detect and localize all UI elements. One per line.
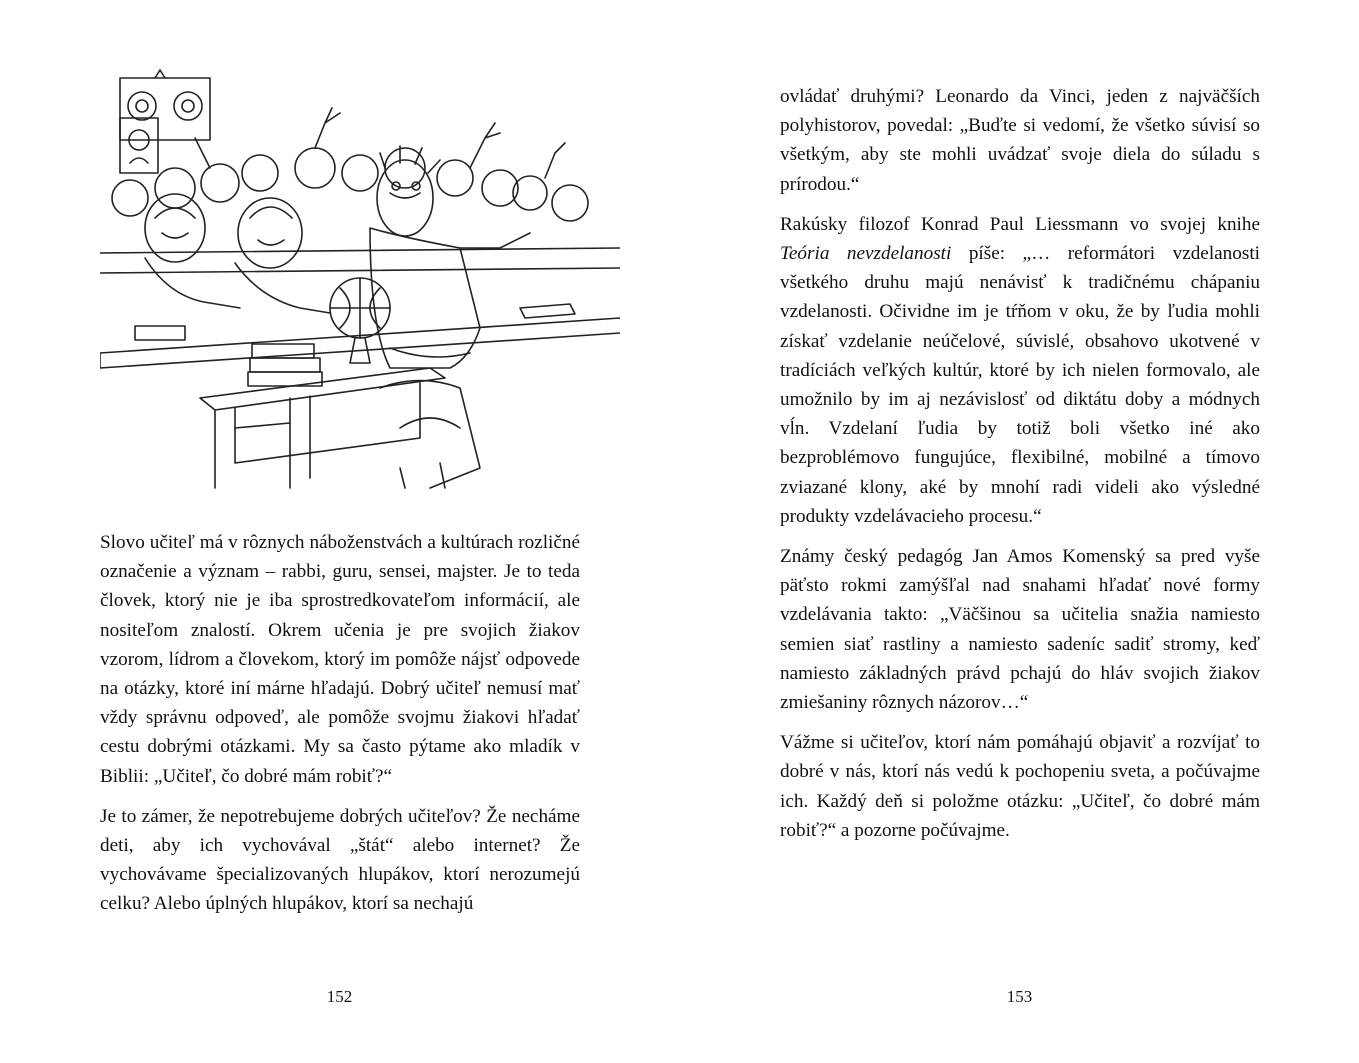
paragraph: Známy český pedagóg Jan Amos Komenský sa pred vyše päťsto rokmi zamýšľal nad snahami hľadať nové formy vzdelávania takto: „Väčšinou sa učitelia snažia namiesto semien siať rastliny a namiesto sadeníc sadiť stromy, keď namiesto základných právd pchajú do hláv svojich žiakov zmiešaniny rôznych názorov…“: [780, 546, 1260, 714]
left-page: [0, 0, 679, 1063]
paragraph: [780, 210, 1260, 531]
paragraph: ovládať druhými? Leonardo da Vinci, jeden z najväčších polyhistorov, povedal: „Buďte si vedomí, že všetko súvisí so všetkým, aby ste mohli uvádzať svoje diela do súladu s prírodou.“: [780, 86, 1260, 195]
paragraph: Vážme si učiteľov, ktorí nám pomáhajú objaviť a rozvíjať to dobré v nás, ktorí nás vedú k pochopeniu sveta, a počúvajme ich. Každý deň si položme otázku: „Učiteľ, čo dobré mám robiť?“ a pozorne počúvajme.: [780, 732, 1260, 841]
page-number: 152: [326, 987, 353, 1006]
right-page: [680, 0, 1359, 1063]
paragraph: Je to zámer, že nepotrebujeme dobrých učiteľov? Že necháme deti, aby ich vychovával „štát“ alebo internet? Že vychovávame špecializovaných hlupákov, ktorí nerozumejú celku? Alebo úplných hlupákov, ktorí sa nechajú: [100, 805, 580, 915]
right-body-text: [780, 82, 1260, 845]
text-run: Rakúsky filozof Konrad Paul Liessmann vo svojej knihe: [780, 213, 1260, 235]
classroom-illustration: [100, 68, 620, 496]
page-number: 153: [1006, 987, 1033, 1006]
left-body-text: [100, 528, 580, 919]
text-run: píše: „… reformátori vzdelanosti všetkého druhu majú nenávisť k tradičnému chápaniu vzdelanosti. Očividne im je tŕňom v oku, že by ľudia mohli získať vzdelanie neúčelové, súvislé, obsahovo ukotvené v tradíciách veľkých kultúr, ktoré by ich nielen formovalo, ale umožnilo by im aj nezávislosť od diktátu doby a módnych vĺn. Vzdelaní ľudia by totiž boli všetko iné ako bezproblémovo fungujúce, flexibilné, mobilné a tímovo zviazané klony, aké by mnohí radi videli ako výsledné produkty vzdelávacieho procesu.“: [780, 243, 1260, 527]
paragraph: Slovo učiteľ má v rôznych náboženstvách a kultúrach rozličné označenie a význam – rabbi, guru, sensei, majster. Je to teda človek, ktorý nie je iba sprostredkovateľom informácií, ale nositeľom znalostí. Okrem učenia je pre svojich žiakov vzorom, lídrom a človekom, ktorý im pomôže nájsť odpovede na otázky, ktoré iní márne hľadajú. Dobrý učiteľ nemusí mať vždy správnu odpoveď, ale pomôže svojmu žiakovi hľadať cestu dobrými otázkami. My sa často pýtame ako mladík v Biblii: „Učiteľ, čo dobré mám robiť?“: [100, 532, 580, 787]
book-title: Teória nevzdelanosti: [780, 243, 952, 265]
